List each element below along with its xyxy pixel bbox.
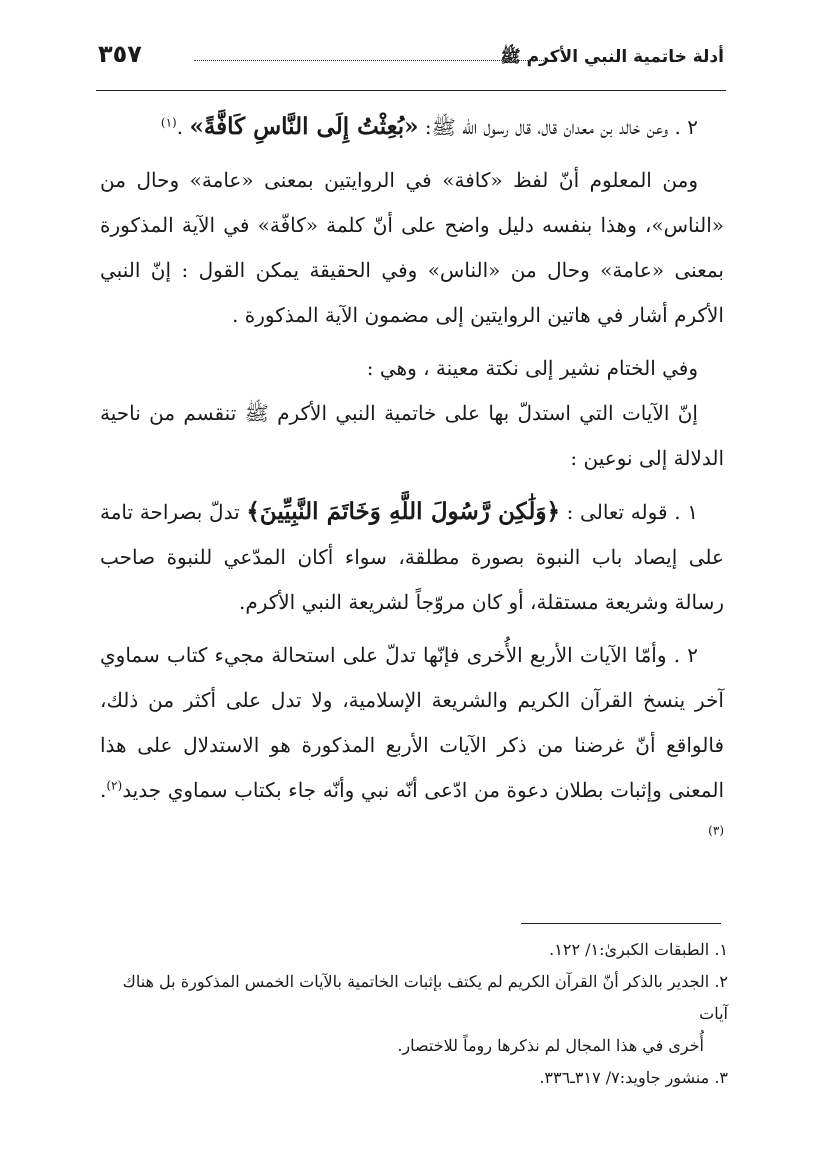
footnote-2-line-1: ٢. الجدير بالذكر أنّ القرآن الكريم لم يكتف بإثبات الخاتمية بالآيات الخمس المذكورة بل هناك آيات (122, 972, 728, 1023)
first-kind-body: تدلّ بصراحة تامة على إيصاد باب النبوة بصورة مطلقة، سواء أكان المدّعي للنبوة صاحب رسالة وشريعة مستقلة، أو كان مروّجاً لشريعة النبي الأكرم. (100, 500, 724, 614)
hadith-end: . (176, 115, 190, 139)
paragraph-kaffa-meaning: ومن المعلوم أنّ لفظ «كافة» في الروايتين بمعنى «عامة» وحال من «الناس»، وهذا بنفسه دليل واضح على أنّ كلمة «كافّة» في الآية المذكورة بمعنى «عامة» وحال من «الناس» وفي الحقيقة يمكن القول : إنّ النبي الأكرم أشار في هاتين الروايتين إلى مضمون الآية المذكورة . (100, 168, 724, 327)
header-rule (96, 90, 726, 91)
header-dotted-leader (194, 60, 548, 61)
page-number: ٣٥٧ (98, 40, 142, 68)
footnote-ref-3: (٣) (708, 823, 724, 838)
page-header (98, 40, 724, 84)
first-kind-intro: ١ . قوله تعالى : (559, 500, 698, 524)
quran-verse: ﴿وَلَٰكِن رَّسُولَ اللَّهِ وَخَاتَمَ النَّبِيِّينَ﴾ (246, 498, 560, 525)
paragraph-hadith (100, 104, 724, 150)
second-kind-body: ٢ . وأمّا الآيات الأربع الأُخرى فإنّها تدلّ على استحالة مجيء كتاب سماوي آخر ينسخ القرآن الكريم والشريعة الإسلامية، ولا تدل على أكثر من ذلك، فالواقع أنّ غرضنا من ذكر الآيات الأربع المذكورة هو الاستدلال على هذا المعنى وإثبات بطلان دعوة من ادّعى أنّه نبي وأنّه جاء بكتاب سماوي جديد (100, 643, 724, 802)
footnote-2-line-2: أُخرى في هذا المجال لم نذكرها روماً للاختصار. (397, 1036, 704, 1055)
hadith-quote: «بُعِثْتُ إِلَى النَّاسِ كَافَّةً» (189, 113, 419, 140)
footnote-3: ٣. منشور جاويد:٧/ ٣١٧ـ٣٣٦. (539, 1068, 728, 1087)
footnote-rule (521, 923, 721, 924)
footnote-ref-2: (٢) (106, 778, 123, 793)
footnote-2 (96, 966, 728, 1062)
running-title: أدلة خاتمية النبي الأكرم ﷺ (500, 47, 724, 67)
paragraph-second-kind (100, 633, 724, 858)
second-kind-period: . (100, 778, 107, 802)
paragraph-first-kind (100, 489, 724, 625)
footnote-ref-1: (١) (160, 115, 177, 130)
paragraph-conclusion-intro: وفي الختام نشير إلى نكتة معينة ، وهي : (366, 356, 698, 380)
footnote-1: ١. الطبقات الكبرىٰ:١/ ١٢٢. (549, 940, 728, 959)
hadith-intro: ٢ . وعن خالد بن معدان قال، قال رسول الله ﷺ: (418, 115, 698, 139)
footnotes (96, 934, 728, 1094)
main-text (100, 104, 724, 866)
paragraph-two-kinds: إنّ الآيات التي استدلّ بها على خاتمية النبي الأكرم ﷺ تنقسم من ناحية الدلالة إلى نوعين : (100, 401, 724, 470)
